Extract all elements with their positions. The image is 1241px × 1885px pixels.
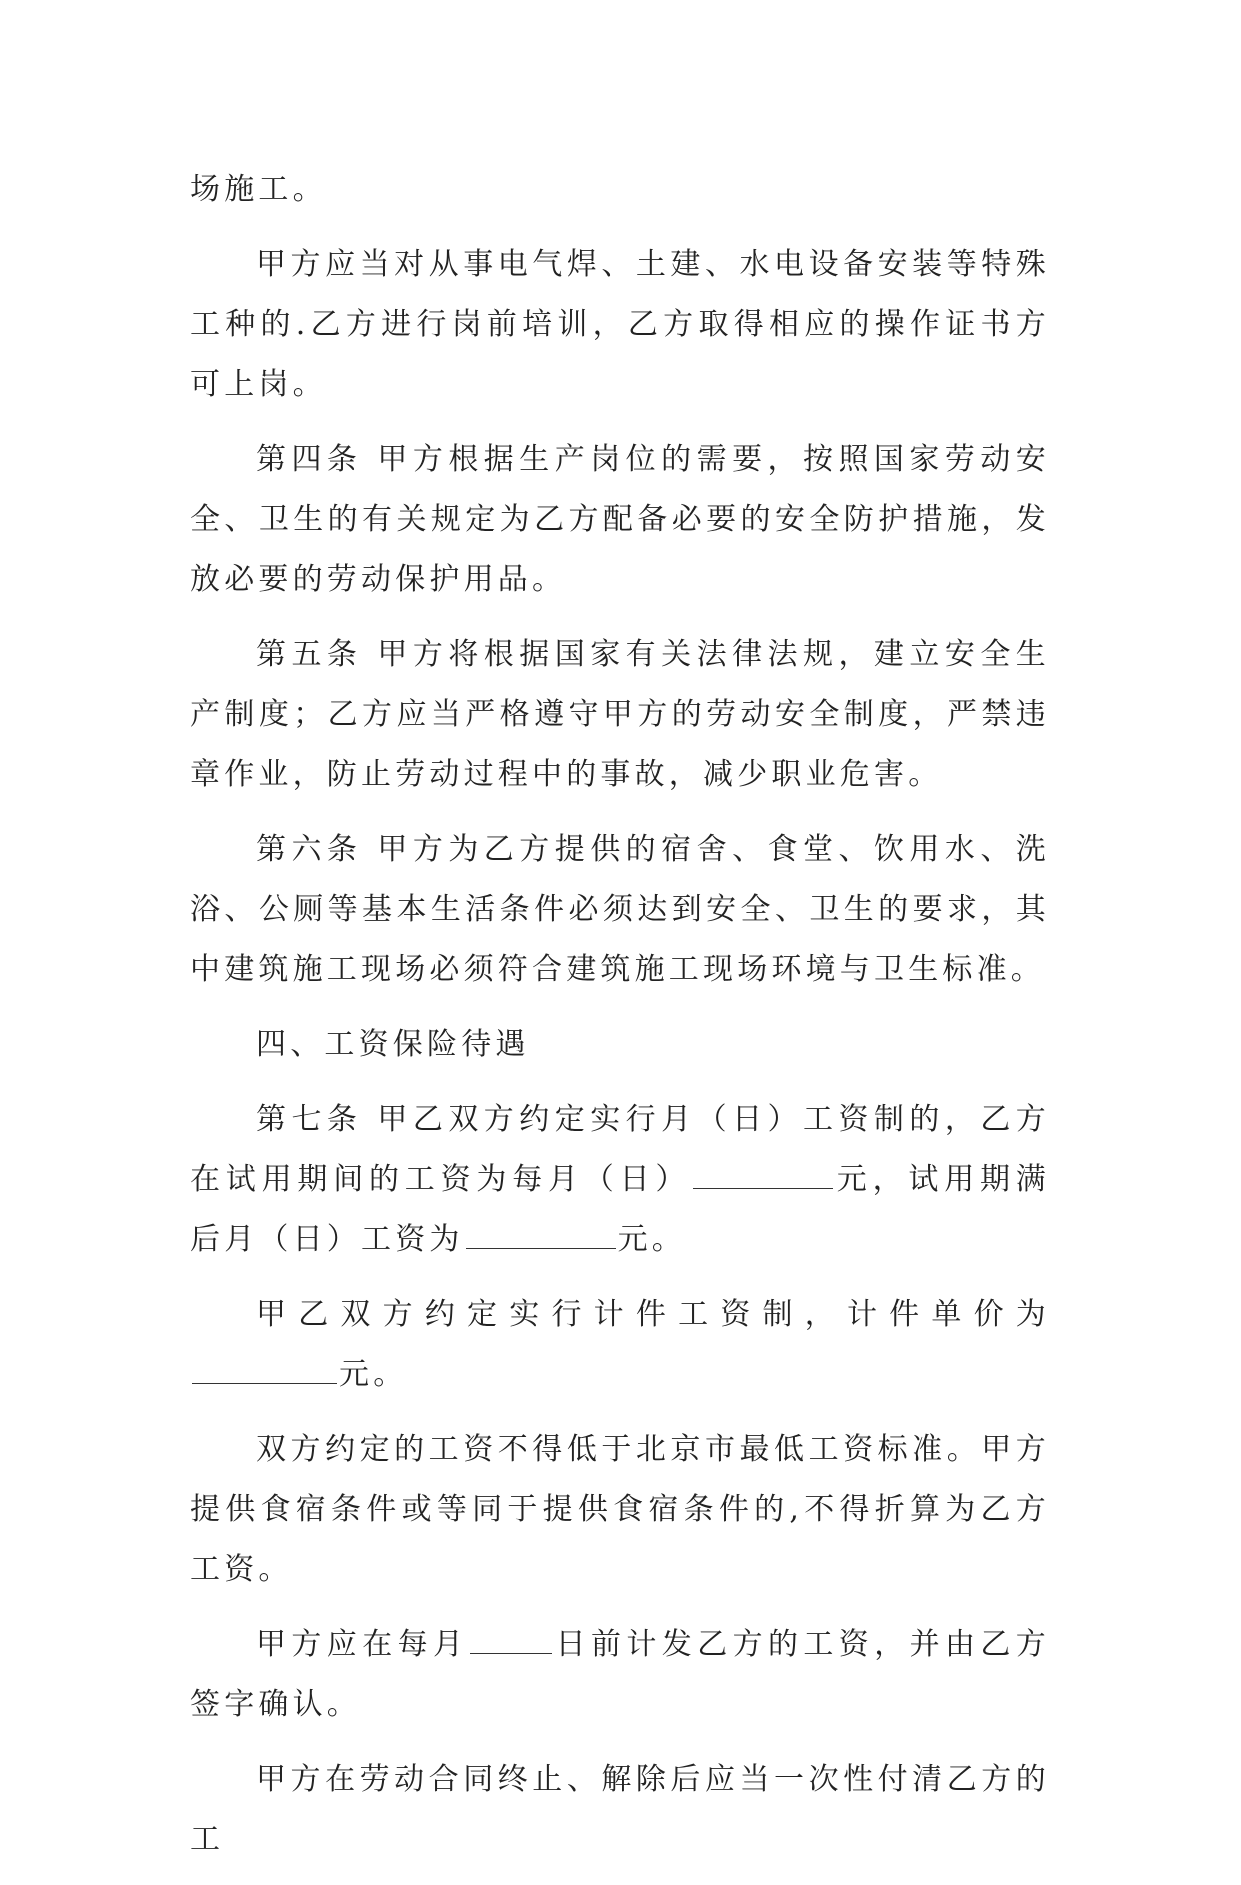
probation-wage-blank	[693, 1160, 833, 1189]
paragraph-article-5: 第五条 甲方将根据国家有关法律法规，建立安全生产制度；乙方应当严格遵守甲方的劳动安全制度，严禁违章作业，防止劳动过程中的事故，减少职业危害。	[190, 637, 1050, 792]
paragraph-article-7	[190, 1090, 1050, 1270]
article-7-text-b: 元，试用期满后月（日）工资为	[190, 1162, 1050, 1257]
paragraph-training: 甲方应当对从事电气焊、土建、水电设备安装等特殊工种的.乙方进行岗前培训，乙方取得相应的操作证书方可上岗。	[190, 247, 1050, 402]
paragraph-continuation: 场施工。	[190, 172, 327, 207]
pay-date-text-a: 甲方应在每月	[256, 1627, 469, 1662]
piece-rate-blank	[192, 1355, 337, 1384]
paragraph-minimum-wage: 双方约定的工资不得低于北京市最低工资标准。甲方提供食宿条件或等同于提供食宿条件的,不得折算为乙方工资。	[190, 1432, 1050, 1587]
article-7-text-a: 第七条 甲乙双方约定实行月（日）工资制的，乙方在试用期间的工资为每月（日）	[190, 1102, 1050, 1197]
pay-day-blank	[470, 1625, 552, 1654]
piece-rate-text-a: 甲乙双方约定实行计件工资制，计件单价为	[256, 1297, 1050, 1332]
paragraph-article-6: 第六条 甲方为乙方提供的宿舍、食堂、饮用水、洗浴、公厕等基本生活条件必须达到安全、卫生的要求，其中建筑施工现场必须符合建筑施工现场环境与卫生标准。	[190, 832, 1050, 987]
article-7-text-c: 元。	[617, 1222, 687, 1257]
pay-date-text-b: 日前计发乙方的工资，并由乙方签字确认。	[190, 1627, 1050, 1722]
paragraph-pay-date	[190, 1615, 1050, 1735]
paragraph-final-settlement: 甲方在劳动合同终止、解除后应当一次性付清乙方的工	[190, 1762, 1050, 1857]
document-body	[190, 160, 1050, 1885]
paragraph-piece-rate	[190, 1285, 1050, 1405]
paragraph-article-4: 第四条 甲方根据生产岗位的需要，按照国家劳动安全、卫生的有关规定为乙方配备必要的安全防护措施，发放必要的劳动保护用品。	[190, 442, 1050, 597]
regular-wage-blank	[466, 1220, 616, 1249]
section-heading-wages: 四、工资保险待遇	[256, 1027, 530, 1062]
piece-rate-text-b: 元。	[339, 1357, 408, 1392]
